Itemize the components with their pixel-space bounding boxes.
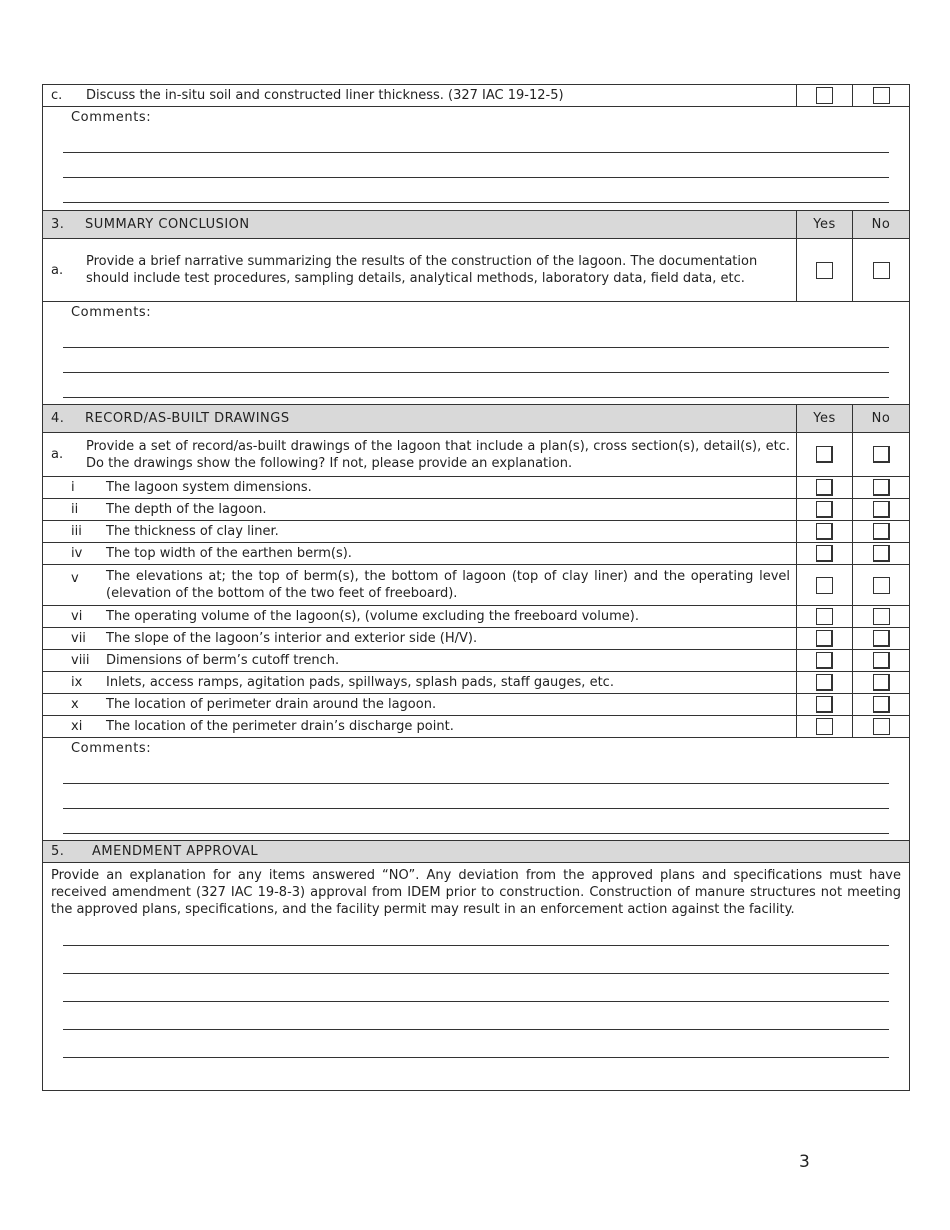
amendment-instructions: Provide an explanation for any items answered “NO”. Any deviation from the approved plans and specifications must have received amendment (327 IAC 19-8-3) approval from IDEM prior to construction. Construction of manure structures not meeting the approved plans, specifications, and the facility permit may result in an enforcement action against the facility. xyxy=(51,868,901,917)
item-c-comments[interactable] xyxy=(43,107,910,211)
subitem-label: vi xyxy=(71,609,83,624)
subitem-label: iv xyxy=(71,546,83,561)
s3-a-no-checkbox[interactable] xyxy=(873,262,890,279)
subitem-no-checkbox[interactable] xyxy=(873,718,890,735)
comment-line xyxy=(63,202,889,203)
page-number: 3 xyxy=(799,1152,810,1172)
subitem-no-checkbox[interactable] xyxy=(873,608,890,625)
subitem-yes-checkbox[interactable] xyxy=(816,696,833,713)
section-3-comments[interactable] xyxy=(43,302,910,405)
subitem-yes-checkbox[interactable] xyxy=(816,652,833,669)
subitem-text: The slope of the lagoon’s interior and exterior side (H/V). xyxy=(106,631,478,646)
subitem-row xyxy=(43,521,797,543)
subitem-row xyxy=(43,650,797,672)
checklist-form xyxy=(42,84,910,1091)
s4-a-yes-checkbox[interactable] xyxy=(816,446,833,463)
subitem-label: ix xyxy=(71,675,83,690)
comment-line xyxy=(63,372,889,373)
subitem-row xyxy=(43,499,797,521)
section-3-item-a xyxy=(43,239,797,302)
subitem-label: i xyxy=(71,480,75,495)
explanation-line xyxy=(63,1001,889,1002)
subitem-label: xi xyxy=(71,719,83,734)
subitem-row xyxy=(43,628,797,650)
subitem-no-checkbox[interactable] xyxy=(873,545,890,562)
comment-line xyxy=(63,347,889,348)
subitem-yes-checkbox[interactable] xyxy=(816,523,833,540)
subitem-no-checkbox[interactable] xyxy=(873,501,890,518)
subitem-label: x xyxy=(71,697,79,712)
item-c-label: c. xyxy=(51,88,63,103)
comments-label: Comments: xyxy=(71,110,152,125)
subitem-yes-checkbox[interactable] xyxy=(816,501,833,518)
subitem-no-checkbox[interactable] xyxy=(873,479,890,496)
subitem-text: The depth of the lagoon. xyxy=(106,502,267,517)
item-c-text: Discuss the in-situ soil and constructed liner thickness. (327 IAC 19-12-5) xyxy=(86,88,564,103)
section-3-title: SUMMARY CONCLUSION xyxy=(85,217,250,232)
explanation-line xyxy=(63,1057,889,1058)
s3-a-yes-checkbox[interactable] xyxy=(816,262,833,279)
subitem-text: The location of perimeter drain around the lagoon. xyxy=(106,697,437,712)
subitem-yes-checkbox[interactable] xyxy=(816,630,833,647)
section-4-header: 4. RECORD/AS-BUILT DRAWINGS xyxy=(43,405,797,433)
explanation-line xyxy=(63,973,889,974)
explanation-line xyxy=(63,1029,889,1030)
section-3-no-header: No xyxy=(853,211,910,239)
subitem-label: viii xyxy=(71,653,90,668)
section-3-yes-header: Yes xyxy=(797,211,853,239)
subitem-no-checkbox[interactable] xyxy=(873,696,890,713)
comment-line xyxy=(63,808,889,809)
comment-line xyxy=(63,152,889,153)
section-3-header: 3. SUMMARY CONCLUSION xyxy=(43,211,797,239)
section-4-item-a xyxy=(43,433,797,477)
subitem-text: Dimensions of berm’s cutoff trench. xyxy=(106,653,340,668)
item-c-cell xyxy=(43,85,797,107)
subitem-yes-checkbox[interactable] xyxy=(816,479,833,496)
subitem-text: The operating volume of the lagoon(s), (volume excluding the freeboard volume). xyxy=(106,609,639,624)
subitem-no-checkbox[interactable] xyxy=(873,523,890,540)
subitem-no-checkbox[interactable] xyxy=(873,674,890,691)
subitem-row xyxy=(43,716,797,738)
subitem-no-checkbox[interactable] xyxy=(873,652,890,669)
subitem-yes-checkbox[interactable] xyxy=(816,608,833,625)
subitem-yes-checkbox[interactable] xyxy=(816,718,833,735)
item-c-no-checkbox[interactable] xyxy=(873,87,890,104)
subitem-yes-checkbox[interactable] xyxy=(816,674,833,691)
section-4-comments[interactable] xyxy=(43,738,910,841)
explanation-line xyxy=(63,945,889,946)
subitem-no-checkbox[interactable] xyxy=(873,630,890,647)
section-4-yes-header: Yes xyxy=(797,405,853,433)
subitem-text: The thickness of clay liner. xyxy=(106,524,279,539)
subitem-row xyxy=(43,565,797,606)
comment-line xyxy=(63,783,889,784)
s4-a-no-checkbox[interactable] xyxy=(873,446,890,463)
subitem-text: The elevations at; the top of berm(s), the bottom of lagoon (top of clay liner) and the operating level (elevation of the bottom of the two feet of freeboard). xyxy=(106,569,790,601)
subitem-label: ii xyxy=(71,502,79,517)
subitem-text: The top width of the earthen berm(s). xyxy=(106,546,352,561)
comments-label: Comments: xyxy=(71,305,152,320)
section-4-no-header: No xyxy=(853,405,910,433)
section-5-title: AMENDMENT APPROVAL xyxy=(92,844,259,859)
subitem-no-checkbox[interactable] xyxy=(873,577,890,594)
subitem-label: v xyxy=(71,571,79,586)
item-label: a. xyxy=(51,262,64,278)
item-label: a. xyxy=(51,447,64,462)
subitem-row xyxy=(43,694,797,716)
subitem-row xyxy=(43,606,797,628)
subitem-text: The location of the perimeter drain’s discharge point. xyxy=(106,719,454,734)
comment-line xyxy=(63,397,889,398)
subitem-label: vii xyxy=(71,631,86,646)
subitem-text: Inlets, access ramps, agitation pads, spillways, splash pads, staff gauges, etc. xyxy=(106,675,614,690)
item-c-yes-checkbox[interactable] xyxy=(816,87,833,104)
subitem-text: The lagoon system dimensions. xyxy=(106,480,312,495)
comment-line xyxy=(63,833,889,834)
comment-line xyxy=(63,177,889,178)
section-5-header: 5. AMENDMENT APPROVAL xyxy=(43,841,910,863)
comments-label: Comments: xyxy=(71,741,152,756)
section-5-explanation[interactable] xyxy=(43,863,910,1091)
section-4-title: RECORD/AS-BUILT DRAWINGS xyxy=(85,411,290,426)
subitem-row xyxy=(43,477,797,499)
subitem-label: iii xyxy=(71,524,82,539)
subitem-yes-checkbox[interactable] xyxy=(816,577,833,594)
subitem-yes-checkbox[interactable] xyxy=(816,545,833,562)
item-text: Provide a set of record/as-built drawings of the lagoon that include a plan(s), cross section(s), detail(s), etc. Do the drawings show the following? If not, please provide an explanation. xyxy=(86,438,790,471)
subitem-row xyxy=(43,543,797,565)
item-text: Provide a brief narrative summarizing the results of the construction of the lagoon. The documentation should include test procedures, sampling details, analytical methods, laboratory data, field data, etc. xyxy=(86,254,758,286)
subitem-row xyxy=(43,672,797,694)
